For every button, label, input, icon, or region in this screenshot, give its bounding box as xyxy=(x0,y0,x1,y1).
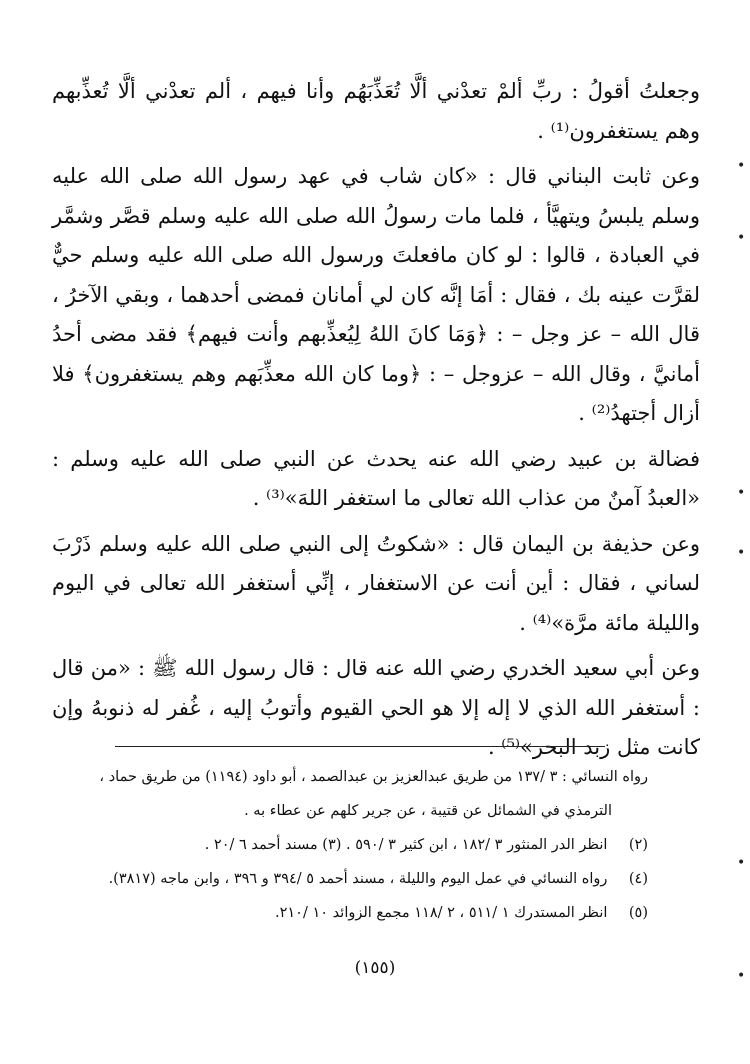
footnote-text: انظر المستدرك ١ /٥١١ ، ٢ /١١٨ مجمع الزوائد ١٠ /٢١٠. xyxy=(275,905,608,921)
footnote-number: (٤) xyxy=(628,871,648,887)
scan-speck: • xyxy=(737,158,746,174)
scan-speck: • xyxy=(737,545,746,561)
footnote-number: (٥) xyxy=(628,905,648,921)
page-number: (١٥٥) xyxy=(354,958,396,978)
footnote-5 xyxy=(100,896,648,930)
scan-speck: • xyxy=(737,485,746,501)
paragraph-3: فضالة بن عبيد رضي الله عنه يحدث عن النبي صلى الله عليه وسلم : «العبدُ آمنٌ من عذاب الله تعالى ما استغفر اللهَ»⁽³⁾ . xyxy=(52,446,700,510)
footnote-2 xyxy=(100,828,648,862)
footnote-1-line-1 xyxy=(100,760,648,794)
footnote-4 xyxy=(100,862,648,896)
footnote-divider xyxy=(115,746,605,747)
scan-speck: • xyxy=(737,968,746,984)
paragraph-5: وعن أبي سعيد الخدري رضي الله عنه قال : قال رسول الله ﷺ : «من قال : أستغفر الله الذي لا إله إلا هو الحي القيوم وأتوبُ إليه ، غُفر له ذنوبهُ وإن كانت مثل زبد البحر»⁽⁵⁾ . xyxy=(52,656,700,759)
paragraph-4: وعن حذيفة بن اليمان قال : «شكوتُ إلى النبي صلى الله عليه وسلم ذَرْبَ لساني ، فقال : أين أنت عن الاستغفار ، إنِّي أستغفر الله تعالى في اليوم والليلة مائة مرَّة»⁽⁴⁾ . xyxy=(52,531,700,635)
paragraph-2: وعن ثابت البناني قال : «كان شاب في عهد رسول الله صلى الله عليه وسلم يلبسُ ويتهيَّأ ، فلما مات رسولُ الله صلى الله عليه وسلم قصَّر وشمَّر في العبادة ، قالوا : لو كان مافعلتَ ورسول الله صلى الله عليه وسلم حيٌّ لقرَّت عينه بك ، فقال : أمَا إنَّه كان لي أمانان فمضى أحدهما ، وبقي الآخرُ ، قال الله – عز وجل – : ﴿وَمَا كانَ اللهُ لِيُعذِّبهم وأنت فيهم﴾ فقد مضى أحدُ أمانيَّ ، وقال الله – عزوجل – : ﴿وما كان الله معذِّبَهم وهم يستغفرون﴾ فلا أزال أجتهدُ⁽²⁾ . xyxy=(52,164,700,425)
footnote-text: انظر الدر المنثور ٣ /١٨٢ ، ابن كثير ٣ /٥٩٠ . (٣) مسند أحمد ٦ /٢٠ . xyxy=(204,837,608,853)
scan-speck: • xyxy=(737,230,746,246)
paragraph-1: وجعلتُ أقولُ : ربِّ ألمْ تعدْني ألَّا تُعَذِّبَهُم وأنا فيهم ، ألم تعدْني ألَّا تُعذِّبهم وهم يستغفرون⁽¹⁾ . xyxy=(52,79,700,143)
main-text xyxy=(52,72,700,768)
footnote-number: (٢) xyxy=(628,837,648,853)
scan-speck: • xyxy=(737,855,746,871)
footnote-text: الترمذي في الشمائل عن قتيبة ، عن جرير كلهم عن عطاء به . xyxy=(244,803,612,819)
footnote-1-line-2 xyxy=(100,794,648,828)
footnote-text: رواه النسائي في عمل اليوم والليلة ، مسند أحمد ٥ /٣٩٤ و ٣٩٦ ، وابن ماجه (٣٨١٧). xyxy=(108,871,608,887)
footnote-text: رواه النسائي : ٣ /١٣٧ من طريق عبدالعزيز بن عبدالصمد ، أبو داود (١١٩٤) من طريق حماد ، xyxy=(99,769,648,785)
footnotes xyxy=(100,760,648,930)
